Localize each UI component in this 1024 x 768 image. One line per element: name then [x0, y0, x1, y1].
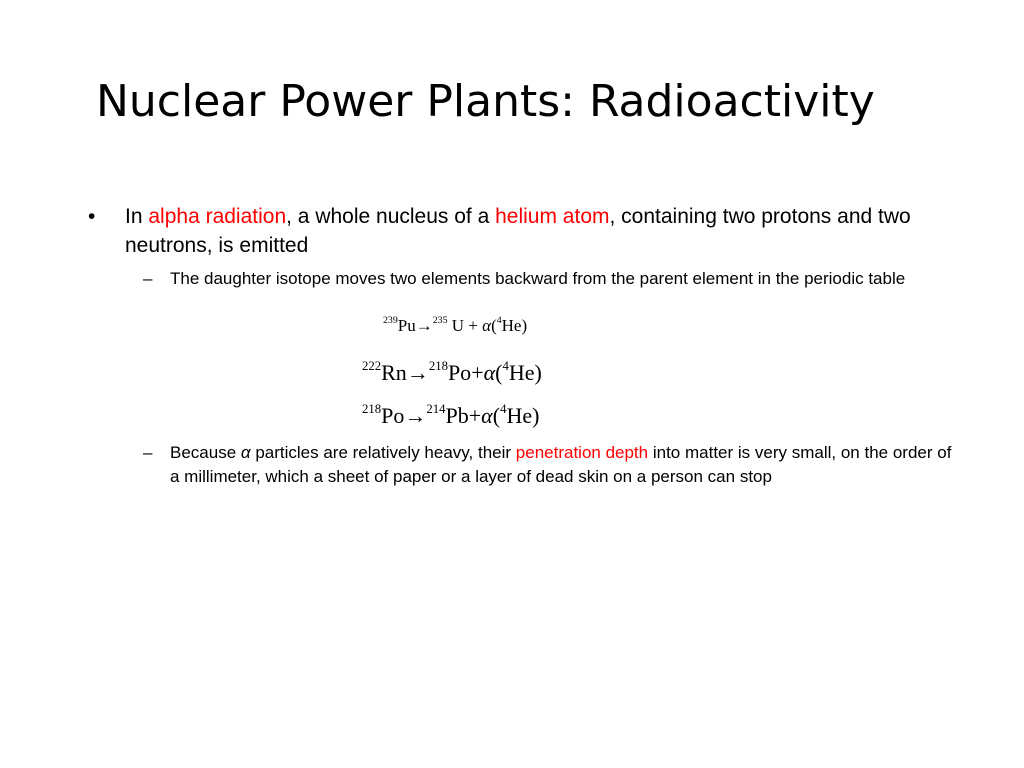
helium-symbol: He: [501, 316, 522, 335]
equation-radon-decay: [362, 360, 542, 386]
bullet-text-after: , containing two protons and two neutrons, is emitted: [125, 205, 911, 257]
daughter-symbol: U: [451, 316, 465, 335]
sub-bullet-text: The daughter isotope moves two elements backward from the parent element in the periodic table: [170, 269, 906, 288]
open-paren: (: [495, 360, 503, 385]
plus-sign: +: [468, 403, 482, 428]
equation-plutonium-decay: [383, 316, 527, 336]
highlight-helium-atom: helium atom: [495, 205, 610, 228]
daughter-symbol: Pb: [445, 403, 469, 428]
bullet-marker: •: [88, 205, 96, 228]
parent-mass-number: 222: [362, 358, 382, 373]
bullet-text-middle: , a whole nucleus of a: [286, 205, 496, 228]
sub-bullet-marker: –: [143, 443, 153, 462]
helium-mass-number: 4: [496, 314, 502, 326]
sub-text-after: into matter is very small, on the order of a millimeter, which a sheet of paper or a layer of dead skin on a person can stop: [170, 443, 952, 486]
parent-symbol: Rn: [381, 360, 407, 385]
close-paren: ): [534, 360, 542, 385]
sub-bullet-marker: –: [143, 269, 153, 288]
bullet-text: [125, 202, 945, 260]
daughter-mass-number: 214: [426, 401, 446, 416]
arrow: →: [406, 360, 429, 385]
plus-sign: +: [471, 360, 484, 385]
parent-mass-number: 218: [362, 401, 382, 416]
open-paren: (: [492, 403, 501, 428]
helium-mass-number: 4: [502, 358, 509, 373]
alpha-symbol: α: [481, 403, 493, 428]
parent-symbol: Po: [381, 403, 405, 428]
helium-mass-number: 4: [500, 401, 507, 416]
alpha-symbol: α: [483, 360, 496, 385]
daughter-mass-number: 235: [432, 314, 448, 326]
close-paren: ): [521, 316, 528, 335]
equation-polonium-decay: [362, 403, 539, 429]
arrow: →: [415, 316, 433, 335]
close-paren: ): [532, 403, 540, 428]
sub-bullet-text: [170, 441, 960, 489]
sub-text-before: Because: [170, 443, 241, 462]
parent-symbol: Pu: [397, 316, 416, 335]
sub-text-middle: particles are relatively heavy, their: [250, 443, 516, 462]
highlight-penetration-depth: penetration depth: [515, 443, 649, 462]
helium-symbol: He: [508, 360, 535, 385]
plus-sign: +: [468, 316, 478, 335]
highlight-alpha-radiation: alpha radiation: [148, 205, 287, 228]
alpha-symbol: α: [240, 443, 251, 462]
slide-title: Nuclear Power Plants: Radioactivity: [96, 76, 875, 127]
helium-symbol: He: [506, 403, 533, 428]
open-paren: (: [491, 316, 497, 335]
alpha-symbol: α: [482, 316, 492, 335]
bullet-text-before: In: [125, 205, 149, 228]
arrow: →: [404, 403, 427, 428]
parent-mass-number: 239: [383, 314, 398, 326]
daughter-symbol: Po: [447, 360, 472, 385]
daughter-mass-number: 218: [428, 358, 448, 373]
